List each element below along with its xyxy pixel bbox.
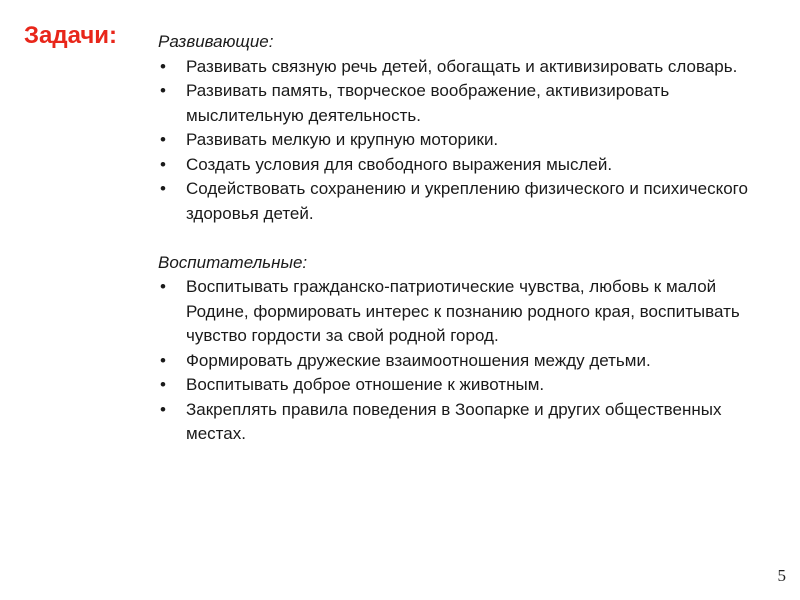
- slide-content: [158, 30, 768, 447]
- list-item: [158, 128, 768, 153]
- bullet-icon: •: [160, 81, 166, 100]
- list-item: [158, 55, 768, 80]
- list-item: [158, 177, 768, 226]
- list-item-text: Воспитывать доброе отношение к животным.: [186, 375, 545, 394]
- bullet-icon: •: [160, 179, 166, 198]
- bullet-icon: •: [160, 375, 166, 394]
- section-heading: Воспитательные:: [158, 252, 308, 272]
- bullet-icon: •: [160, 56, 166, 76]
- list-item: [158, 275, 768, 349]
- section-educational: [158, 251, 768, 447]
- list-item: [158, 373, 768, 398]
- list-item-text: Развивать память, творческое воображение, активизировать мыслительную деятельность.: [186, 81, 670, 125]
- bullet-icon: •: [160, 154, 166, 174]
- section-developing: [158, 30, 768, 226]
- list-item: [158, 349, 768, 374]
- bullet-icon: •: [160, 277, 166, 296]
- section-heading: Развивающие:: [158, 32, 274, 51]
- list-item-text: Формировать дружеские взаимоотношения между детьми.: [186, 350, 651, 370]
- bullet-list: [158, 275, 768, 447]
- slide-title: Задачи:: [24, 22, 118, 49]
- list-item: [158, 153, 768, 178]
- bullet-icon: •: [160, 350, 166, 370]
- list-item-text: Содействовать сохранению и укреплению физического и психического здоровья детей.: [186, 179, 748, 223]
- list-item: [158, 79, 768, 128]
- list-item: [158, 398, 768, 447]
- list-item-text: Развивать мелкую и крупную моторики.: [186, 130, 499, 149]
- bullet-list: [158, 55, 768, 227]
- list-item-text: Развивать связную речь детей, обогащать и активизировать словарь.: [186, 56, 738, 76]
- list-item-text: Создать условия для свободного выражения мыслей.: [186, 154, 613, 174]
- list-item-text: Закреплять правила поведения в Зоопарке и других общественных местах.: [186, 399, 722, 443]
- list-item-text: Воспитывать гражданско-патриотические чувства, любовь к малой Родине, формировать интерес к познанию родного края, воспитывать чувство гордости за свой родной город.: [186, 277, 740, 345]
- bullet-icon: •: [160, 399, 166, 419]
- section-spacer: [158, 226, 768, 251]
- page-number: 5: [777, 566, 786, 585]
- bullet-icon: •: [160, 130, 166, 149]
